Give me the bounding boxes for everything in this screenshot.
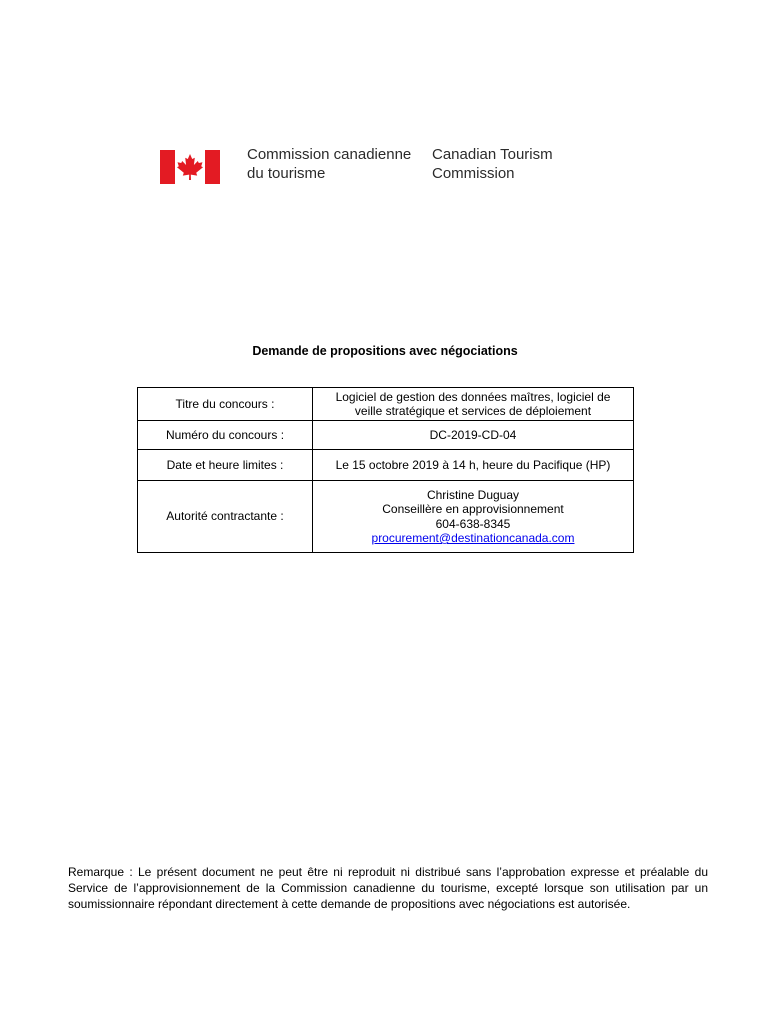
contact-email-link[interactable]: procurement@destinationcanada.com (371, 531, 575, 545)
contracting-authority-label: Autorité contractante : (138, 481, 313, 553)
contact-name: Christine Duguay (426, 487, 520, 502)
page-header (160, 145, 582, 184)
contracting-authority-value (313, 481, 634, 553)
contact-phone: 604-638-8345 (435, 516, 511, 531)
remark-paragraph: Remarque : Le présent document ne peut être ni reproduit ni distribué sans l’approbation expresse et préalable du Service de l’approvisionnement de la Commission canadienne du tourisme, excepté lorsque son utilisation par un soumissionnaire répondant directement à cette demande de propositions avec négociations est autorisée. (68, 865, 708, 911)
competition-number-label: Numéro du concours : (138, 421, 313, 450)
contact-role: Conseillère en approvisionnement (382, 502, 564, 516)
competition-title-line-2: veille stratégique et services de déploiement (354, 404, 592, 418)
deadline-value: Le 15 octobre 2019 à 14 h, heure du Pacifique (HP) (313, 450, 634, 481)
competition-title-label: Titre du concours : (138, 388, 313, 421)
org-name-english: Canadian Tourism Commission (432, 146, 553, 182)
table-row (138, 481, 634, 553)
competition-title-line-1: Logiciel de gestion des données maîtres, logiciel de (335, 389, 611, 404)
competition-info-table (137, 387, 634, 553)
competition-title-value (313, 388, 634, 421)
document-title: Demande de propositions avec négociations (252, 344, 518, 358)
deadline-label: Date et heure limites : (138, 450, 313, 481)
competition-number-value: DC-2019-CD-04 (313, 421, 634, 450)
table-row (138, 388, 634, 421)
canada-flag-icon (160, 150, 220, 184)
org-name-french: Commission canadienne du tourisme (247, 146, 412, 182)
table-row (138, 450, 634, 481)
table-row (138, 421, 634, 450)
